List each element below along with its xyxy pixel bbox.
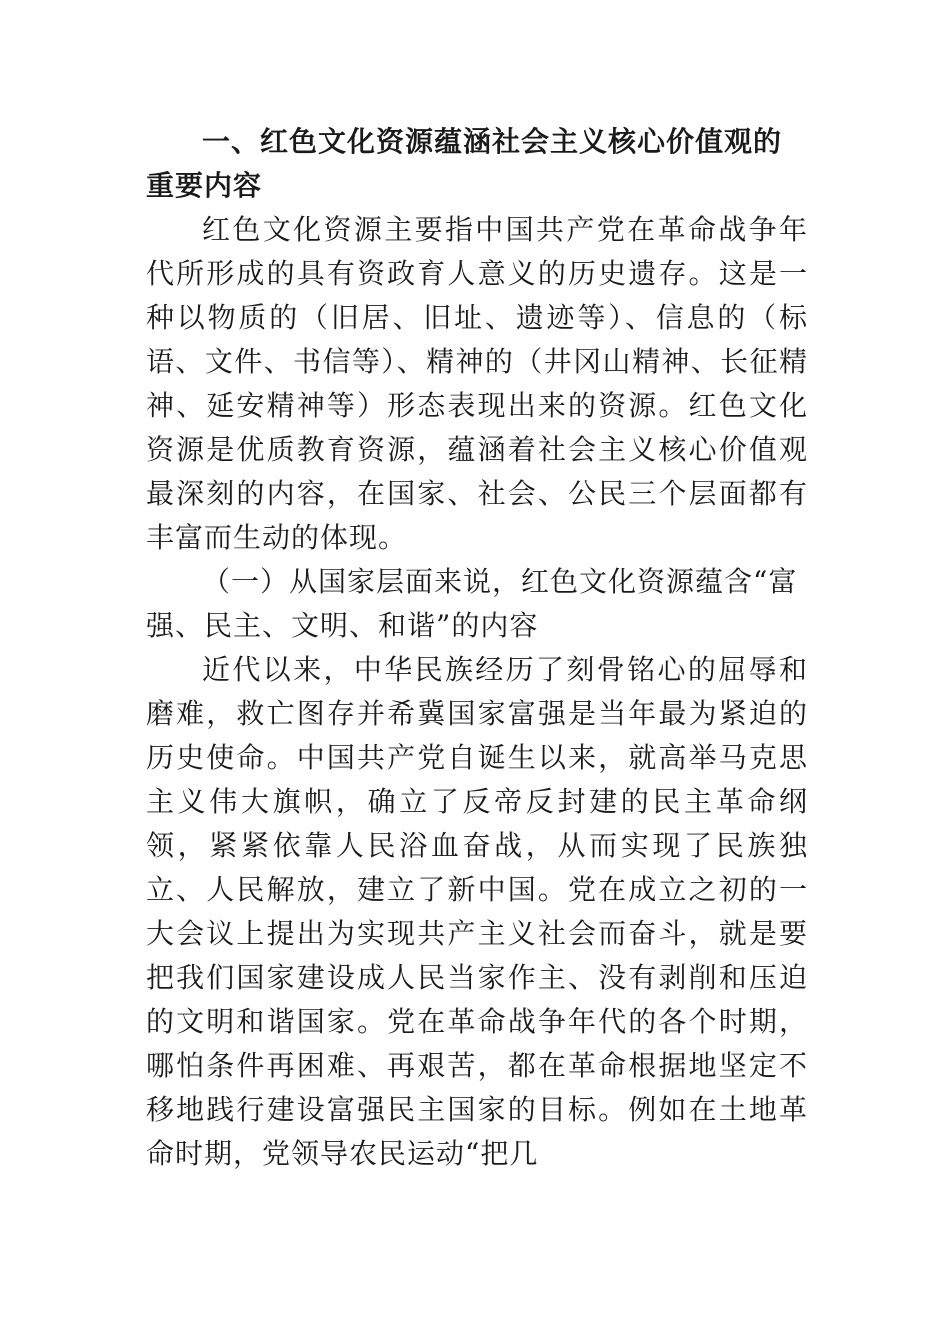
body-paragraph-2: 近代以来，中华民族经历了刻骨铭心的屈辱和磨难，救亡图存并希冀国家富强是当年最为紧迫的历史使命。中国共产党自诞生以来，就高举马克思主义伟大旗帜，确立了反帝反封建的民主革命纲领，紧紧依靠人民浴血奋战，从而实现了民族独立、人民解放，建立了新中国。党在成立之初的一大会议上提出为实现共产主义社会而奋斗，就是要把我们国家建设成人民当家作主、没有剥削和压迫的文明和谐国家。党在革命战争年代的各个时期，哪怕条件再困难、再艰苦，都在革命根据地坚定不移地践行建设富强民主国家的目标。例如在土地革命时期，党领导农民运动“把几 bbox=[146, 653, 808, 1170]
document-body bbox=[146, 120, 808, 1176]
subsection-heading: （一）从国家层面来说，红色文化资源蕴含“富强、民主、文明、和谐”的内容 bbox=[146, 565, 798, 642]
body-paragraph-1: 红色文化资源主要指中国共产党在革命战争年代所形成的具有资政育人意义的历史遗存。这是一种以物质的（旧居、旧址、遗迹等）、信息的（标语、文件、书信等）、精神的（井冈山精神、长征精神、延安精神等）形态表现出来的资源。红色文化资源是优质教育资源，蕴涵着社会主义核心价值观最深刻的内容，在国家、社会、公民三个层面都有丰富而生动的体现。 bbox=[146, 213, 808, 554]
section-heading: 一、红色文化资源蕴涵社会主义核心价值观的重要内容 bbox=[146, 125, 783, 202]
